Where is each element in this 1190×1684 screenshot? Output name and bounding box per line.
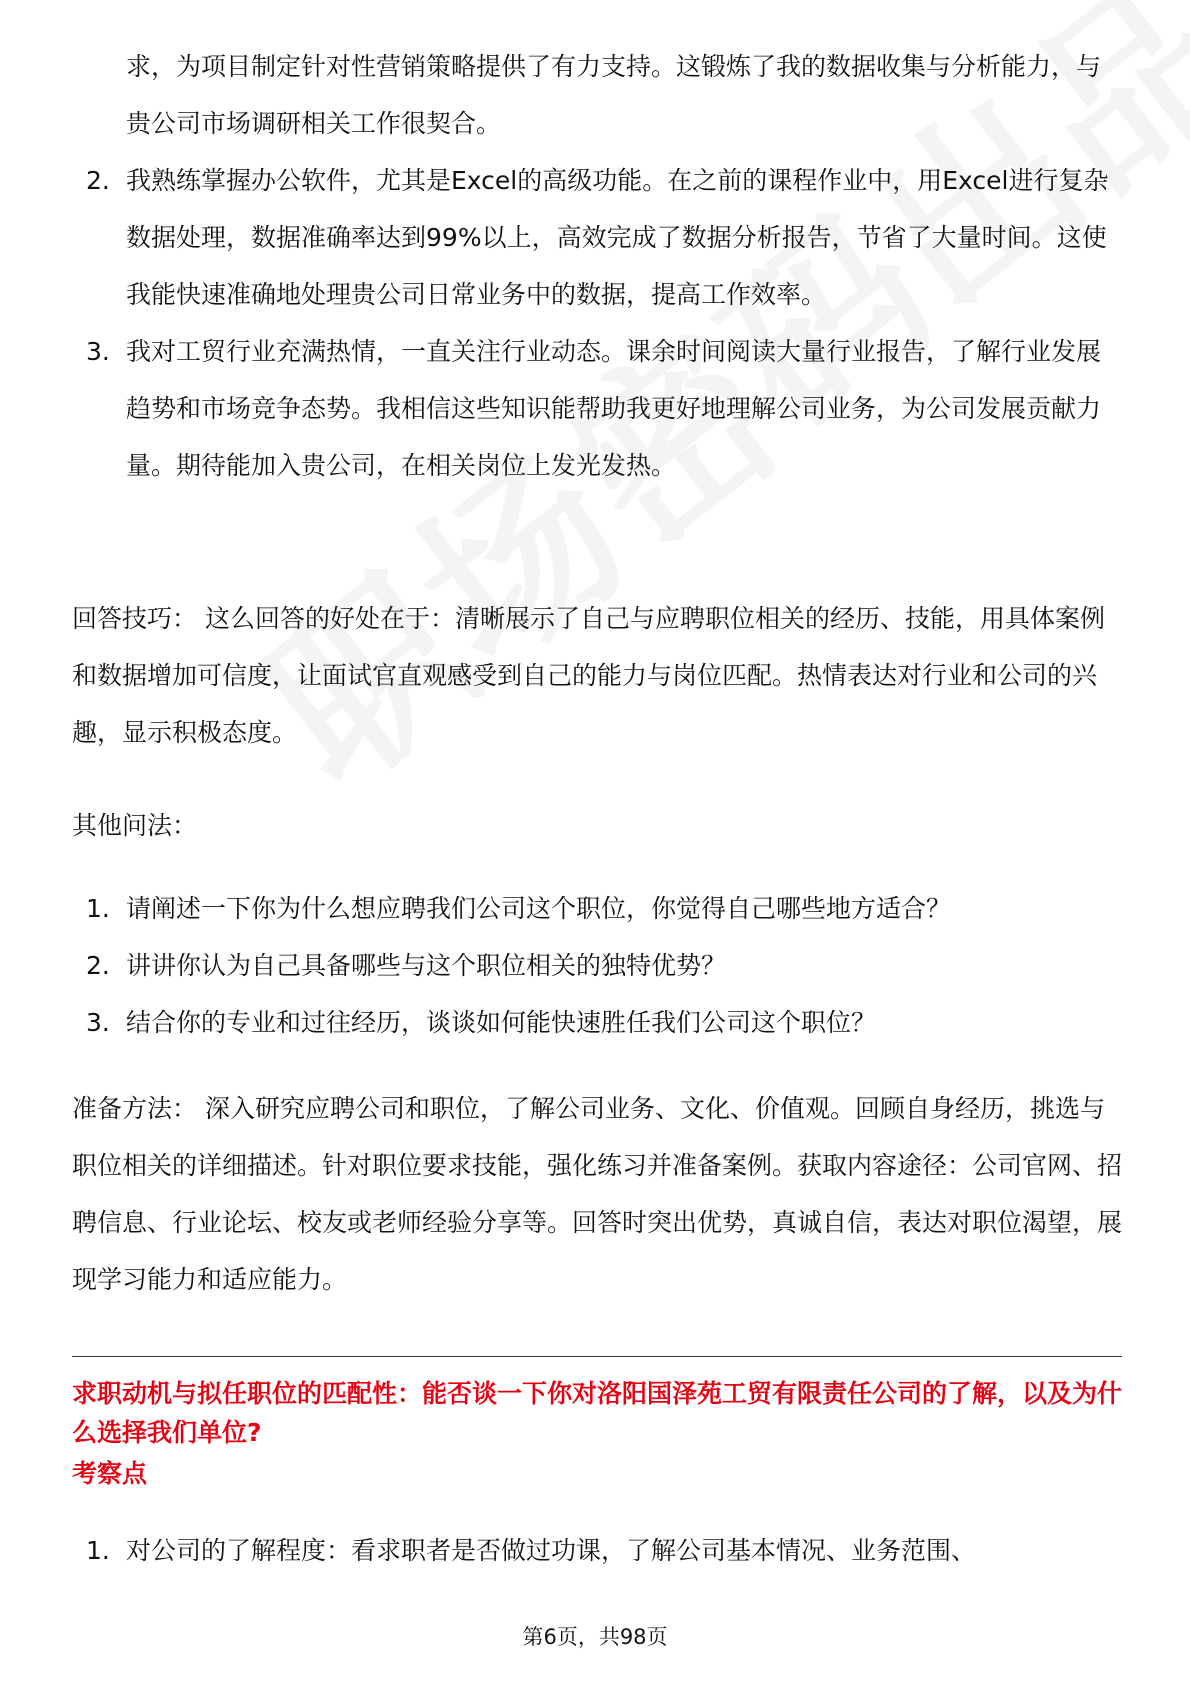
page-footer: 第6页，共98页 <box>522 1625 668 1649</box>
question-heading: 求职动机与拟任职位的匹配性：能否谈一下你对洛阳国泽苑工贸有限责任公司的了解，以及为什么选择我们单位? <box>72 1379 1123 1447</box>
list-number: 1. <box>86 1536 110 1565</box>
list-item-text: 讲讲你认为自己具备哪些与这个职位相关的独特优势？ <box>126 951 727 980</box>
list-item-text: 结合你的专业和过往经历，谈谈如何能快速胜任我们公司这个职位？ <box>126 1008 877 1037</box>
list-item <box>0 1522 1190 1579</box>
list-item <box>0 323 1190 494</box>
prep-method: 准备方法： 深入研究应聘公司和职位，了解公司业务、文化、价值观。回顾自身经历，挑选与职位相关的详细描述。针对职位要求技能，强化练习并准备案例。获取内容途径：公司官网、招聘信息、行业论坛、校友或老师经验分享等。回答时突出优势，真诚自信，表达对职位渴望，展现学习能力和适应能力。 <box>72 1094 1123 1294</box>
inspect-label: 考察点 <box>72 1459 148 1488</box>
inspect-list <box>0 1522 1190 1579</box>
list-item <box>0 38 1190 152</box>
list-number: 2. <box>86 166 110 195</box>
list-item-text: 我对工贸行业充满热情，一直关注行业动态。课余时间阅读大量行业报告，了解行业发展趋势和市场竞争态势。我相信这些知识能帮助我更好地理解公司业务，为公司发展贡献力量。期待能加入贵公司，在相关岗位上发光发热。 <box>126 337 1102 480</box>
list-item-text: 求，为项目制定针对性营销策略提供了有力支持。这锻炼了我的数据收集与分析能力，与贵公司市场调研相关工作很契合。 <box>126 52 1102 138</box>
list-number: 3. <box>86 337 110 366</box>
list-item-text: 对公司的了解程度：看求职者是否做过功课，了解公司基本情况、业务范围、 <box>126 1536 977 1565</box>
list-number: 1. <box>86 894 110 923</box>
list-item-text: 我熟练掌握办公软件，尤其是Excel的高级功能。在之前的课程作业中，用Excel进行复杂数据处理，数据准确率达到99%以上，高效完成了数据分析报告，节省了大量时间。这使我能快速准确地处理贵公司日常业务中的数据，提高工作效率。 <box>126 166 1109 309</box>
list-item <box>0 937 1190 994</box>
list-item <box>0 994 1190 1051</box>
list-number: 3. <box>86 1008 110 1037</box>
answer-tips: 回答技巧： 这么回答的好处在于：清晰展示了自己与应聘职位相关的经历、技能，用具体案例和数据增加可信度，让面试官直观感受到自己的能力与岗位匹配。热情表达对行业和公司的兴趣，显示积极态度。 <box>72 604 1105 747</box>
other-questions-list <box>0 880 1190 1051</box>
section-divider <box>72 1356 1122 1357</box>
list-item <box>0 152 1190 323</box>
answer-list <box>0 38 1190 494</box>
list-item-text: 请阐述一下你为什么想应聘我们公司这个职位，你觉得自己哪些地方适合？ <box>126 894 952 923</box>
other-questions-label: 其他问法： <box>72 811 198 840</box>
list-item <box>0 880 1190 937</box>
list-number: 2. <box>86 951 110 980</box>
